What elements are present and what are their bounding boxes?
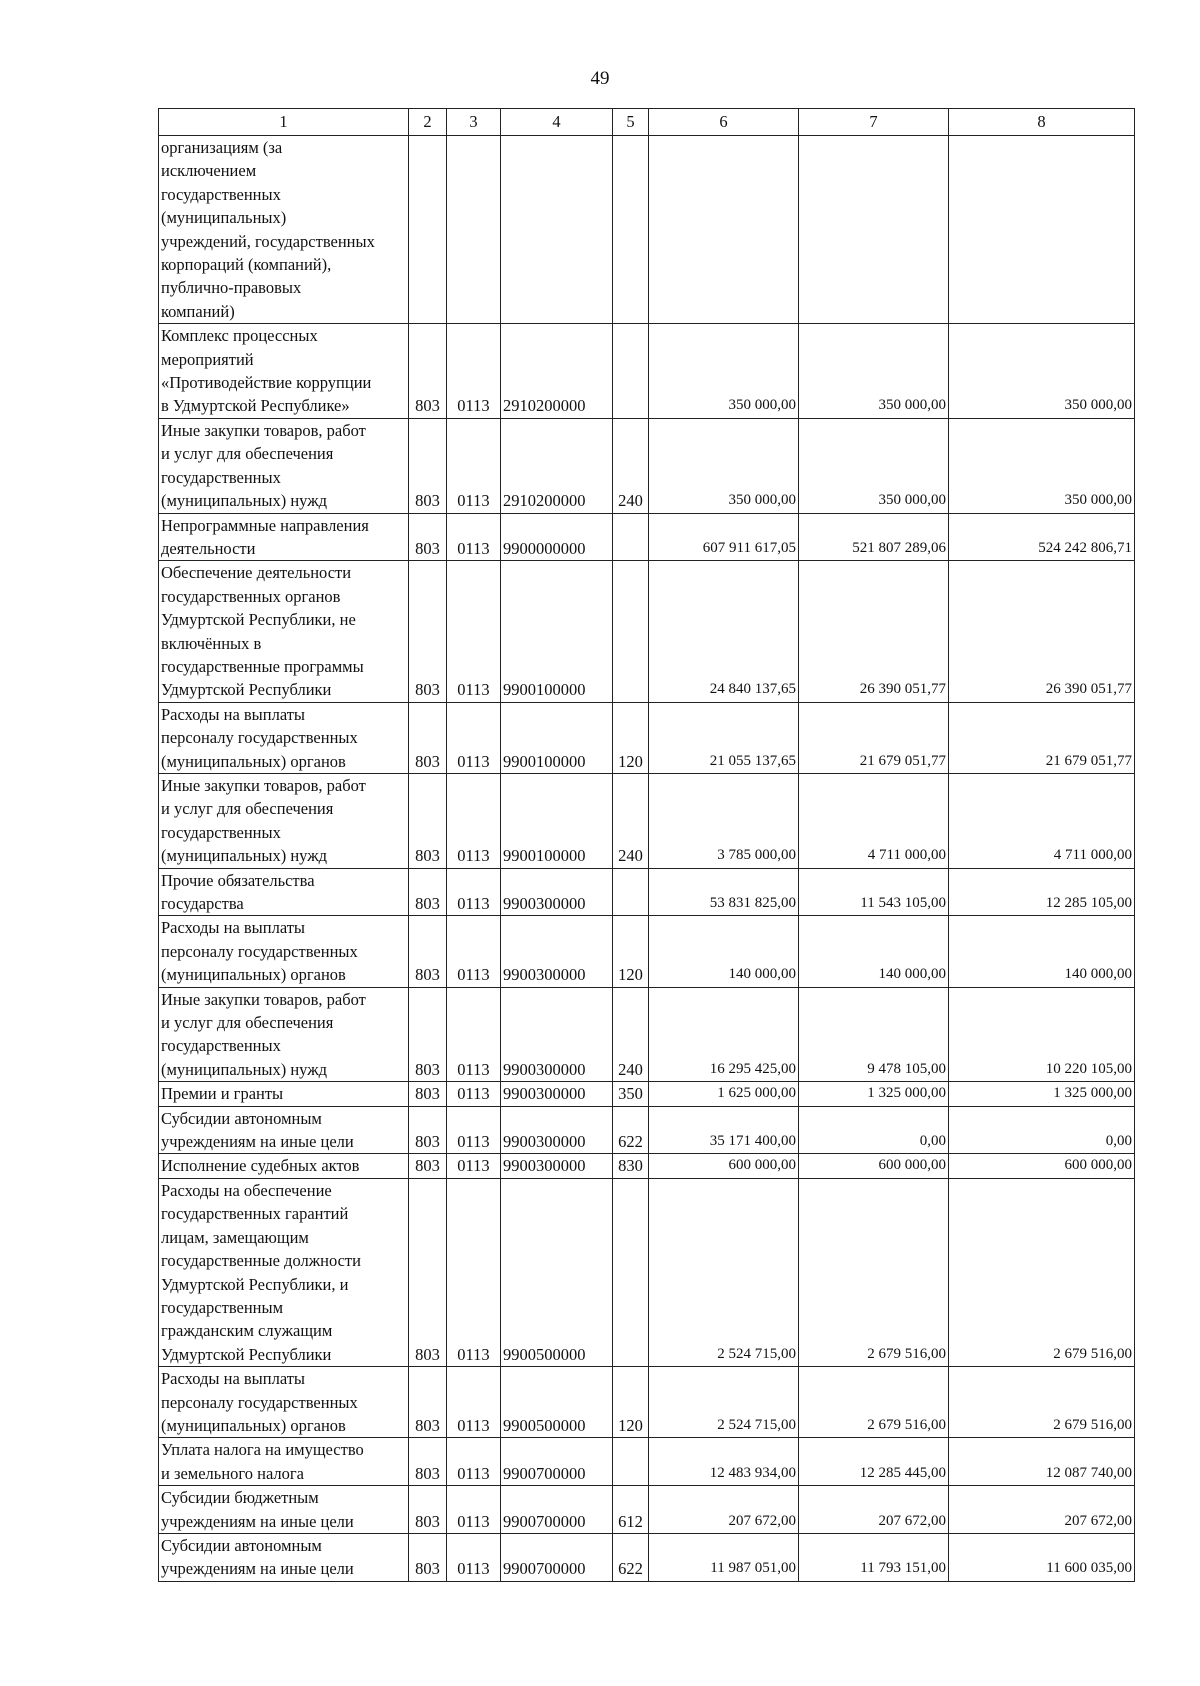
amount-col6-cell: 16 295 425,00 <box>649 987 799 1082</box>
column-header: 1 <box>159 109 409 136</box>
section-code-cell <box>447 136 501 324</box>
expense-type-cell: 612 <box>613 1486 649 1534</box>
amount-col7-cell: 207 672,00 <box>799 1486 949 1534</box>
amount-col6-cell: 11 987 051,00 <box>649 1533 799 1581</box>
header-row <box>159 109 1135 136</box>
table-body <box>159 136 1135 1582</box>
amount-col7-cell: 9 478 105,00 <box>799 987 949 1082</box>
chapter-code-cell: 803 <box>409 916 447 987</box>
chapter-code-cell: 803 <box>409 868 447 916</box>
amount-col7-cell: 521 807 289,06 <box>799 513 949 561</box>
expense-type-cell: 120 <box>613 702 649 773</box>
section-code-cell: 0113 <box>447 1154 501 1178</box>
expense-type-cell <box>613 324 649 419</box>
section-code-cell: 0113 <box>447 868 501 916</box>
section-code-cell: 0113 <box>447 1178 501 1366</box>
chapter-code-cell: 803 <box>409 1106 447 1154</box>
amount-col6-cell: 350 000,00 <box>649 324 799 419</box>
amount-col6-cell: 607 911 617,05 <box>649 513 799 561</box>
column-header: 2 <box>409 109 447 136</box>
row-name-cell: Непрограммные направления деятельности <box>159 513 409 561</box>
amount-col7-cell: 2 679 516,00 <box>799 1178 949 1366</box>
row-name-cell: Иные закупки товаров, работ и услуг для обеспечения государственных (муниципальных) нужд <box>159 987 409 1082</box>
row-name-cell: Расходы на выплаты персоналу государственных (муниципальных) органов <box>159 916 409 987</box>
expense-type-cell: 120 <box>613 916 649 987</box>
expense-type-cell: 622 <box>613 1533 649 1581</box>
row-name-cell: Комплекс процессных мероприятий «Противодействие коррупции в Удмуртской Республике» <box>159 324 409 419</box>
amount-col7-cell: 1 325 000,00 <box>799 1082 949 1106</box>
table-row <box>159 1154 1135 1178</box>
chapter-code-cell: 803 <box>409 1178 447 1366</box>
table-row <box>159 1082 1135 1106</box>
target-article-cell: 9900300000 <box>501 1106 613 1154</box>
expense-type-cell <box>613 868 649 916</box>
row-name-cell: Субсидии автономным учреждениям на иные цели <box>159 1533 409 1581</box>
row-name-cell: Прочие обязательства государства <box>159 868 409 916</box>
target-article-cell: 9900100000 <box>501 773 613 868</box>
amount-col6-cell: 600 000,00 <box>649 1154 799 1178</box>
chapter-code-cell: 803 <box>409 324 447 419</box>
row-name-cell: Исполнение судебных актов <box>159 1154 409 1178</box>
expense-type-cell: 240 <box>613 987 649 1082</box>
amount-col8-cell: 2 679 516,00 <box>949 1367 1135 1438</box>
amount-col7-cell: 350 000,00 <box>799 324 949 419</box>
amount-col6-cell: 24 840 137,65 <box>649 561 799 702</box>
target-article-cell: 2910200000 <box>501 324 613 419</box>
amount-col8-cell: 26 390 051,77 <box>949 561 1135 702</box>
amount-col6-cell: 53 831 825,00 <box>649 868 799 916</box>
section-code-cell: 0113 <box>447 1486 501 1534</box>
chapter-code-cell: 803 <box>409 1082 447 1106</box>
amount-col8-cell: 12 087 740,00 <box>949 1438 1135 1486</box>
section-code-cell: 0113 <box>447 1106 501 1154</box>
section-code-cell: 0113 <box>447 1082 501 1106</box>
table-row <box>159 773 1135 868</box>
table-row <box>159 1486 1135 1534</box>
row-name-cell: Расходы на выплаты персоналу государственных (муниципальных) органов <box>159 1367 409 1438</box>
table-row <box>159 513 1135 561</box>
section-code-cell: 0113 <box>447 513 501 561</box>
amount-col7-cell: 2 679 516,00 <box>799 1367 949 1438</box>
expense-type-cell: 240 <box>613 773 649 868</box>
column-header: 3 <box>447 109 501 136</box>
chapter-code-cell: 803 <box>409 702 447 773</box>
section-code-cell: 0113 <box>447 561 501 702</box>
amount-col8-cell: 4 711 000,00 <box>949 773 1135 868</box>
amount-col6-cell: 12 483 934,00 <box>649 1438 799 1486</box>
row-name-cell: Уплата налога на имущество и земельного налога <box>159 1438 409 1486</box>
chapter-code-cell: 803 <box>409 1533 447 1581</box>
chapter-code-cell: 803 <box>409 1154 447 1178</box>
amount-col8-cell: 12 285 105,00 <box>949 868 1135 916</box>
section-code-cell: 0113 <box>447 418 501 513</box>
chapter-code-cell: 803 <box>409 513 447 561</box>
chapter-code-cell: 803 <box>409 1486 447 1534</box>
amount-col8-cell: 350 000,00 <box>949 418 1135 513</box>
column-header: 7 <box>799 109 949 136</box>
amount-col8-cell: 21 679 051,77 <box>949 702 1135 773</box>
amount-col6-cell <box>649 136 799 324</box>
table-row <box>159 1367 1135 1438</box>
amount-col6-cell: 3 785 000,00 <box>649 773 799 868</box>
target-article-cell: 9900500000 <box>501 1367 613 1438</box>
amount-col8-cell: 140 000,00 <box>949 916 1135 987</box>
table-row <box>159 561 1135 702</box>
chapter-code-cell: 803 <box>409 773 447 868</box>
amount-col8-cell: 207 672,00 <box>949 1486 1135 1534</box>
expense-type-cell: 830 <box>613 1154 649 1178</box>
section-code-cell: 0113 <box>447 702 501 773</box>
section-code-cell: 0113 <box>447 1438 501 1486</box>
column-header: 8 <box>949 109 1135 136</box>
target-article-cell: 9900700000 <box>501 1438 613 1486</box>
chapter-code-cell: 803 <box>409 418 447 513</box>
amount-col7-cell: 140 000,00 <box>799 916 949 987</box>
expense-type-cell: 240 <box>613 418 649 513</box>
budget-table <box>158 108 1135 1582</box>
expense-type-cell <box>613 1438 649 1486</box>
target-article-cell: 9900700000 <box>501 1533 613 1581</box>
amount-col8-cell: 11 600 035,00 <box>949 1533 1135 1581</box>
page-number: 49 <box>590 68 610 89</box>
amount-col7-cell: 26 390 051,77 <box>799 561 949 702</box>
amount-col6-cell: 1 625 000,00 <box>649 1082 799 1106</box>
table-row <box>159 136 1135 324</box>
amount-col6-cell: 21 055 137,65 <box>649 702 799 773</box>
amount-col6-cell: 350 000,00 <box>649 418 799 513</box>
amount-col8-cell: 0,00 <box>949 1106 1135 1154</box>
target-article-cell: 9900300000 <box>501 868 613 916</box>
row-name-cell: Субсидии бюджетным учреждениям на иные цели <box>159 1486 409 1534</box>
column-header: 5 <box>613 109 649 136</box>
amount-col6-cell: 140 000,00 <box>649 916 799 987</box>
table-row <box>159 324 1135 419</box>
chapter-code-cell: 803 <box>409 561 447 702</box>
section-code-cell: 0113 <box>447 987 501 1082</box>
section-code-cell: 0113 <box>447 1533 501 1581</box>
amount-col7-cell <box>799 136 949 324</box>
amount-col7-cell: 350 000,00 <box>799 418 949 513</box>
chapter-code-cell <box>409 136 447 324</box>
chapter-code-cell: 803 <box>409 987 447 1082</box>
column-header: 6 <box>649 109 799 136</box>
target-article-cell: 9900000000 <box>501 513 613 561</box>
table-row <box>159 1178 1135 1366</box>
target-article-cell: 9900100000 <box>501 702 613 773</box>
amount-col7-cell: 12 285 445,00 <box>799 1438 949 1486</box>
expense-type-cell: 350 <box>613 1082 649 1106</box>
table-row <box>159 418 1135 513</box>
table-row <box>159 702 1135 773</box>
target-article-cell <box>501 136 613 324</box>
target-article-cell: 2910200000 <box>501 418 613 513</box>
row-name-cell: Расходы на обеспечение государственных гарантий лицам, замещающим государственные должности Удмуртской Республики, и государственным гражданским служащим Удмуртской Республики <box>159 1178 409 1366</box>
section-code-cell: 0113 <box>447 1367 501 1438</box>
amount-col8-cell: 1 325 000,00 <box>949 1082 1135 1106</box>
amount-col6-cell: 2 524 715,00 <box>649 1367 799 1438</box>
table-row <box>159 1106 1135 1154</box>
expense-type-cell <box>613 513 649 561</box>
column-header: 4 <box>501 109 613 136</box>
amount-col7-cell: 0,00 <box>799 1106 949 1154</box>
table-row <box>159 868 1135 916</box>
table-row <box>159 1533 1135 1581</box>
section-code-cell: 0113 <box>447 916 501 987</box>
amount-col8-cell: 524 242 806,71 <box>949 513 1135 561</box>
expense-type-cell: 120 <box>613 1367 649 1438</box>
expense-type-cell <box>613 561 649 702</box>
amount-col6-cell: 35 171 400,00 <box>649 1106 799 1154</box>
amount-col8-cell: 350 000,00 <box>949 324 1135 419</box>
amount-col8-cell <box>949 136 1135 324</box>
target-article-cell: 9900300000 <box>501 1154 613 1178</box>
amount-col6-cell: 2 524 715,00 <box>649 1178 799 1366</box>
row-name-cell: Субсидии автономным учреждениям на иные цели <box>159 1106 409 1154</box>
amount-col8-cell: 600 000,00 <box>949 1154 1135 1178</box>
section-code-cell: 0113 <box>447 324 501 419</box>
row-name-cell: Обеспечение деятельности государственных органов Удмуртской Республики, не включённых в государственные программы Удмуртской Республики <box>159 561 409 702</box>
expense-type-cell <box>613 136 649 324</box>
target-article-cell: 9900300000 <box>501 916 613 987</box>
row-name-cell: Расходы на выплаты персоналу государственных (муниципальных) органов <box>159 702 409 773</box>
row-name-cell: Иные закупки товаров, работ и услуг для обеспечения государственных (муниципальных) нужд <box>159 418 409 513</box>
row-name-cell: Иные закупки товаров, работ и услуг для обеспечения государственных (муниципальных) нужд <box>159 773 409 868</box>
target-article-cell: 9900500000 <box>501 1178 613 1366</box>
expense-type-cell <box>613 1178 649 1366</box>
amount-col7-cell: 11 793 151,00 <box>799 1533 949 1581</box>
amount-col8-cell: 2 679 516,00 <box>949 1178 1135 1366</box>
target-article-cell: 9900300000 <box>501 1082 613 1106</box>
table-row <box>159 916 1135 987</box>
chapter-code-cell: 803 <box>409 1438 447 1486</box>
expense-type-cell: 622 <box>613 1106 649 1154</box>
target-article-cell: 9900700000 <box>501 1486 613 1534</box>
section-code-cell: 0113 <box>447 773 501 868</box>
table-row <box>159 1438 1135 1486</box>
amount-col8-cell: 10 220 105,00 <box>949 987 1135 1082</box>
amount-col7-cell: 600 000,00 <box>799 1154 949 1178</box>
table-row <box>159 987 1135 1082</box>
amount-col6-cell: 207 672,00 <box>649 1486 799 1534</box>
target-article-cell: 9900300000 <box>501 987 613 1082</box>
row-name-cell: Премии и гранты <box>159 1082 409 1106</box>
row-name-cell: организациям (за исключением государственных (муниципальных) учреждений, государственных корпораций (компаний), публично-правовых компаний) <box>159 136 409 324</box>
amount-col7-cell: 4 711 000,00 <box>799 773 949 868</box>
amount-col7-cell: 21 679 051,77 <box>799 702 949 773</box>
target-article-cell: 9900100000 <box>501 561 613 702</box>
amount-col7-cell: 11 543 105,00 <box>799 868 949 916</box>
chapter-code-cell: 803 <box>409 1367 447 1438</box>
